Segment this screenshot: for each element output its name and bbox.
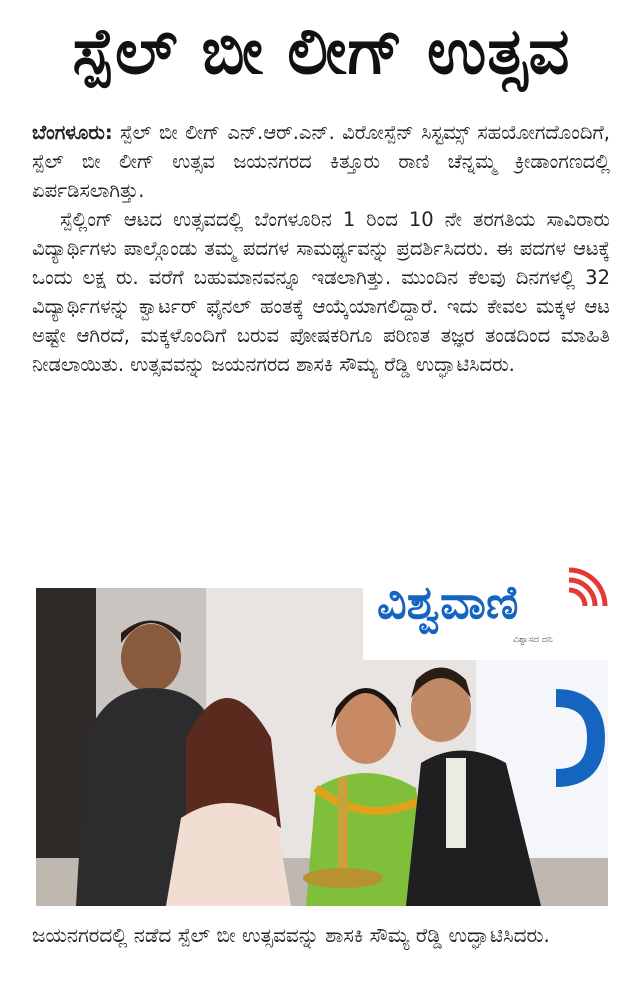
article-paragraph-2: ಸ್ಪೆಲ್ಲಿಂಗ್ ಆಟದ ಉತ್ಸವದಲ್ಲಿ ಬೆಂಗಳೂರಿನ 1 ರಿಂದ 10 ನೇ ತರಗತಿಯ ಸಾವಿರಾರು ವಿದ್ಯಾರ್ಥಿಗಳು ಪಾಲ್ಗೊಂಡು ತಮ್ಮ ಪದಗಳ ಸಾಮರ್ಥ್ಯವನ್ನು ಪ್ರದರ್ಶಿಸಿದರು. ಈ ಪದಗಳ ಆಟಕ್ಕೆ ಒಂದು ಲಕ್ಷ ರು. ವರೆಗೆ ಬಹುಮಾನವನ್ನೂ ಇಡಲಾಗಿತ್ತು. ಮುಂದಿನ ಕೆಲವು ದಿನಗಳಲ್ಲಿ 32 ವಿದ್ಯಾರ್ಥಿಗಳನ್ನು ಕ್ವಾರ್ಟರ್ ಫೈನಲ್ ಹಂತಕ್ಕೆ ಆಯ್ಕೆಯಾಗಲಿದ್ದಾರೆ. ಇದು ಕೇವಲ ಮಕ್ಕಳ ಆಟ ಅಷ್ಟೇ ಆಗಿರದೆ, ಮಕ್ಕಳೊಂದಿಗೆ ಬರುವ ಪೋಷಕರಿಗೂ ಪರಿಣತ ತಜ್ಞರ ತಂಡದಿಂದ ಮಾಹಿತಿ ನೀಡಲಾಯಿತು. ಉತ್ಸವವನ್ನು ಜಯನಗರದ ಶಾಸಕಿ ಸೌಮ್ಯ ರೆಡ್ಡಿ ಉದ್ಘಾಟಿಸಿದರು. — [32, 208, 610, 376]
article-paragraph-1 — [32, 118, 610, 205]
signal-icon — [563, 562, 611, 610]
headline: ಸ್ಪೆಲ್ ಬೀ ಲೀಗ್ ಉತ್ಸವ — [72, 15, 571, 89]
article-body — [32, 118, 610, 379]
photo-caption: ಜಯನಗರದಲ್ಲಿ ನಡೆದ ಸ್ಪೆಲ್ ಬೀ ಉತ್ಸವವನ್ನು ಶಾಸಕಿ ಸೌಮ್ಯ ರೆಡ್ಡಿ ಉದ್ಘಾಟಿಸಿದರು. — [32, 923, 550, 947]
vishwavani-logo — [363, 560, 617, 660]
logo-tagline: ವಿಶ್ವಾಸದ ದನಿ — [513, 635, 553, 645]
dateline: ಬೆಂಗಳೂರು: — [32, 121, 113, 144]
logo-name: ವಿಶ್ವವಾಣಿ — [377, 575, 519, 629]
article-paragraph-1-text: ಸ್ಪೆಲ್ ಬೀ ಲೀಗ್ ಎನ್.ಆರ್.ಎನ್. ವಿರೋಸ್ಪೆನ್ ಸಿಸ್ಟಮ್ಸ್ ಸಹಯೋಗದೊಂದಿಗೆ, ಸ್ಪೆಲ್ ಬೀ ಲೀಗ್ ಉತ್ಸವ ಜಯನಗರದ ಕಿತ್ತೂರು ರಾಣಿ ಚೆನ್ನಮ್ಮ ಕ್ರೀಡಾಂಗಣದಲ್ಲಿ ಏರ್ಪಡಿಸಲಾಗಿತ್ತು. — [32, 121, 610, 202]
